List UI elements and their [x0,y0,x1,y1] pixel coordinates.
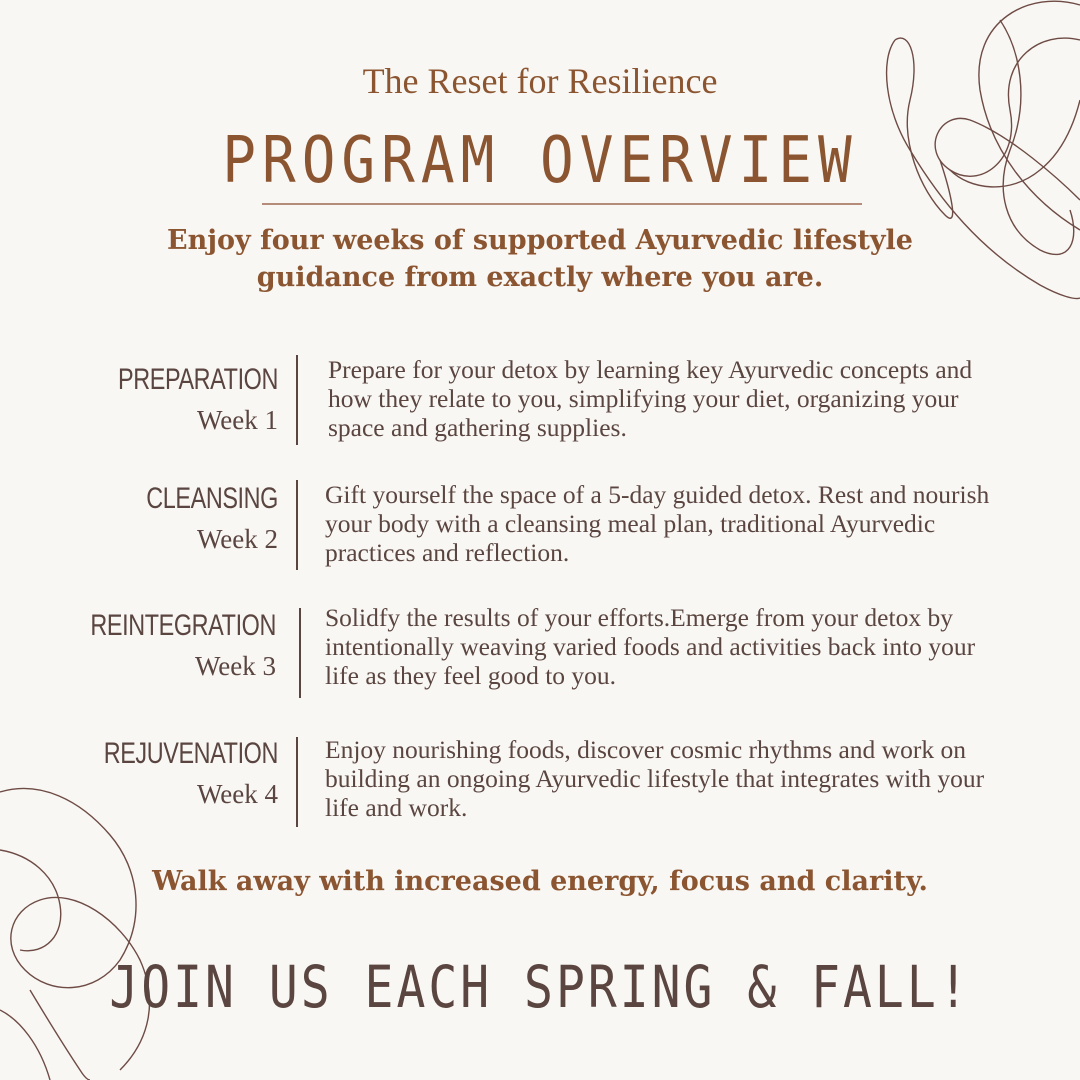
page-title: PROGRAM OVERVIEW [222,123,858,198]
phase-row-preparation [0,355,1080,455]
phase-divider [296,355,298,445]
phase-week: Week 4 [196,779,278,809]
phase-divider [296,737,298,827]
phase-label [38,737,278,810]
phase-label [36,609,276,682]
phase-description: Enjoy nourishing foods, discover cosmic rhythms and work on building an ongoing Ayurvedic lifestyle that integrates with your life and work. [325,735,985,822]
phase-label [38,363,278,436]
phase-row-rejuvenation [0,735,1080,835]
phase-name: CLEANSING [146,482,278,515]
phase-week: Week 2 [196,524,278,554]
phase-week: Week 3 [194,651,276,681]
phase-name: REINTEGRATION [90,609,276,642]
phase-name: REJUVENATION [103,737,278,770]
program-subtitle: The Reset for Resilience [362,61,718,101]
intro-text: Enjoy four weeks of supported Ayurvedic lifestyle guidance from exactly where you are. [167,225,913,293]
phase-name: PREPARATION [118,363,278,396]
phase-row-cleansing [0,480,1080,580]
call-to-action: JOIN US EACH SPRING & FALL! [109,954,971,1022]
phase-week: Week 1 [196,405,278,435]
phase-divider [296,480,298,570]
closing-statement: Walk away with increased energy, focus and clarity. [152,866,928,897]
title-divider [262,203,862,205]
phase-description: Gift yourself the space of a 5-day guided detox. Rest and nourish your body with a cleansing meal plan, traditional Ayurvedic practices and reflection. [325,480,990,567]
phase-description: Solidfy the results of your efforts.Emerge from your detox by intentionally weaving varied foods and activities back into your life as they feel good to you. [325,603,976,690]
phase-divider [299,608,301,698]
phase-description: Prepare for your detox by learning key Ayurvedic concepts and how they relate to you, simplifying your diet, organizing your space and gathering supplies. [328,355,973,442]
phase-row-reintegration [0,603,1080,703]
phase-label [38,482,278,555]
